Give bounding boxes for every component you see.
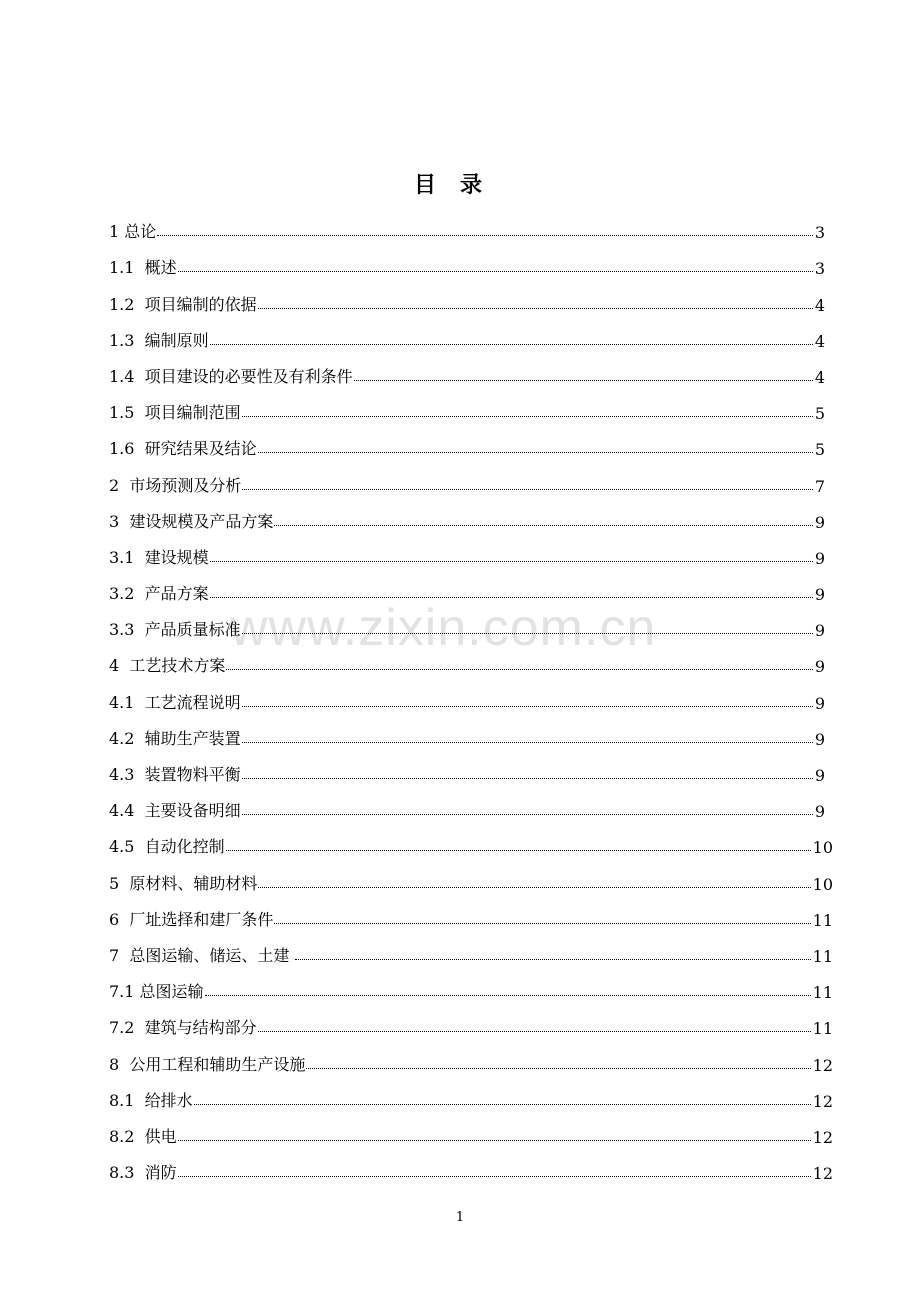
dot-leader	[242, 416, 813, 417]
toc-entry[interactable]	[109, 1075, 833, 1111]
toc-entry-page: 9	[814, 729, 825, 749]
toc-entry-page: 4	[814, 331, 825, 351]
toc-entry-label: 1.2 项目编制的依据	[109, 294, 257, 314]
watermark: www.zixin.com.cn	[230, 599, 657, 657]
toc-entry-page: 9	[814, 766, 825, 785]
toc-entry[interactable]	[109, 387, 825, 423]
toc-entry-label: 3.2 产品方案	[109, 584, 209, 604]
dot-leader	[354, 380, 813, 381]
dot-leader	[178, 271, 813, 272]
toc-entry-label: 3.3 产品质量标准	[109, 620, 241, 640]
toc-entry-page: 11	[812, 946, 833, 966]
toc-entry-page: 9	[814, 657, 825, 677]
toc-entry-label: 8.3 消防	[109, 1163, 177, 1183]
toc-entry-page: 9	[814, 693, 825, 713]
toc-entry-label: 6 厂址选择和建厂条件	[109, 909, 274, 929]
toc-entry[interactable]	[109, 459, 825, 495]
dot-leader	[210, 344, 813, 345]
toc-entry[interactable]	[109, 857, 833, 894]
dot-leader	[242, 706, 813, 707]
toc-entry[interactable]	[109, 568, 825, 604]
toc-entry[interactable]	[109, 532, 825, 568]
toc-entry-label: 1.3 编制原则	[109, 330, 209, 350]
page-number: 1	[455, 1210, 465, 1225]
dot-leader	[157, 235, 813, 236]
toc-entry-label: 1.6 研究结果及结论	[109, 439, 257, 459]
toc-entry[interactable]	[109, 1147, 833, 1184]
toc-entry[interactable]	[109, 1002, 833, 1039]
toc-entry-label: 8 公用工程和辅助生产设施	[109, 1054, 306, 1074]
toc-entry-page: 9	[814, 621, 825, 641]
dot-leader	[274, 525, 812, 526]
page-title: 目录	[413, 172, 506, 198]
toc-entry-page: 12	[812, 1091, 833, 1111]
toc-entry[interactable]	[109, 930, 833, 966]
dot-leader	[242, 633, 813, 634]
toc-entry[interactable]	[109, 1111, 833, 1147]
toc-entry-page: 4	[814, 295, 825, 315]
dot-leader	[178, 1176, 811, 1177]
toc-entry-page: 5	[814, 440, 825, 460]
toc-entry-page: 7	[814, 476, 825, 496]
toc-entry-label: 4.4 主要设备明细	[109, 801, 241, 821]
dot-leader	[226, 669, 812, 670]
dot-leader	[306, 1068, 810, 1069]
toc-entry[interactable]	[109, 278, 825, 314]
toc-entry-label: 3 建设规模及产品方案	[109, 511, 274, 531]
toc-entry[interactable]	[109, 423, 825, 459]
toc-entry-page: 11	[812, 983, 833, 1003]
dot-leader	[242, 814, 813, 815]
toc-entry-page: 11	[812, 1019, 833, 1039]
toc-entry[interactable]	[109, 676, 825, 712]
toc-entry-label: 4.3 装置物料平衡	[109, 765, 241, 784]
toc-entry[interactable]	[109, 1038, 833, 1075]
toc-entry-page: 10	[812, 838, 833, 858]
toc-entry[interactable]	[109, 604, 825, 640]
toc-entry-page: 4	[814, 367, 825, 387]
toc-entry-page: 3	[814, 259, 825, 279]
toc-entry[interactable]	[109, 315, 825, 351]
dot-leader	[242, 742, 813, 743]
toc-entry-label: 1.1 概述	[109, 258, 177, 278]
toc-entry[interactable]	[109, 640, 825, 676]
toc-entry-label: 1.4 项目建设的必要性及有利条件	[109, 366, 353, 386]
dot-leader	[226, 850, 811, 851]
toc-entry-label: 3.1 建设规模	[109, 547, 209, 567]
toc-entry[interactable]	[109, 749, 825, 785]
toc-entry-label: 4.1 工艺流程说明	[109, 692, 241, 712]
dot-leader	[258, 887, 810, 888]
dot-leader	[242, 489, 812, 490]
toc-entry[interactable]	[109, 242, 825, 278]
toc-entry-page: 12	[812, 1164, 833, 1184]
toc-entry-label: 1 总论	[109, 222, 157, 242]
toc-entry-page: 11	[812, 910, 833, 930]
table-of-contents	[109, 206, 833, 1184]
toc-entry-label: 7.1 总图运输	[109, 982, 204, 1002]
toc-entry-label: 5 原材料、辅助材料	[109, 873, 258, 893]
toc-entry-label: 1.5 项目编制范围	[109, 403, 241, 423]
toc-entry-page: 5	[814, 404, 825, 424]
toc-entry[interactable]	[109, 713, 825, 749]
toc-entry-label: 8.2 供电	[109, 1126, 177, 1146]
dot-leader	[194, 1104, 811, 1105]
toc-entry[interactable]	[109, 785, 825, 821]
toc-entry-page: 3	[814, 223, 825, 243]
toc-entry-page: 10	[812, 874, 833, 894]
toc-entry-label: 4.5 自动化控制	[109, 837, 225, 857]
dot-leader	[242, 778, 813, 779]
dot-leader	[210, 597, 813, 598]
toc-entry-label: 7.2 建筑与结构部分	[109, 1018, 257, 1038]
dot-leader	[274, 923, 810, 924]
dot-leader	[178, 1140, 811, 1141]
toc-entry-page: 9	[814, 802, 825, 822]
toc-entry-label: 7 总图运输、储运、土建	[109, 945, 295, 965]
dot-leader	[205, 995, 811, 996]
toc-entry[interactable]	[109, 966, 833, 1003]
toc-entry-page: 9	[814, 512, 825, 532]
toc-entry-label: 8.1 给排水	[109, 1090, 193, 1110]
toc-entry-page: 9	[814, 585, 825, 605]
dot-leader	[210, 561, 813, 562]
toc-entry-label: 2 市场预测及分析	[109, 475, 242, 495]
dot-leader	[295, 959, 810, 960]
toc-entry-page: 12	[812, 1055, 833, 1075]
toc-entry[interactable]	[109, 496, 825, 532]
dot-leader	[258, 308, 813, 309]
toc-entry[interactable]	[109, 894, 833, 930]
toc-entry[interactable]	[109, 206, 825, 242]
toc-entry-label: 4 工艺技术方案	[109, 656, 226, 676]
toc-entry-page: 12	[812, 1127, 833, 1147]
toc-entry-page: 9	[814, 548, 825, 568]
toc-entry[interactable]	[109, 821, 833, 858]
toc-entry[interactable]	[109, 351, 825, 387]
dot-leader	[258, 452, 813, 453]
toc-entry-label: 4.2 辅助生产装置	[109, 728, 241, 748]
dot-leader	[258, 1031, 811, 1032]
